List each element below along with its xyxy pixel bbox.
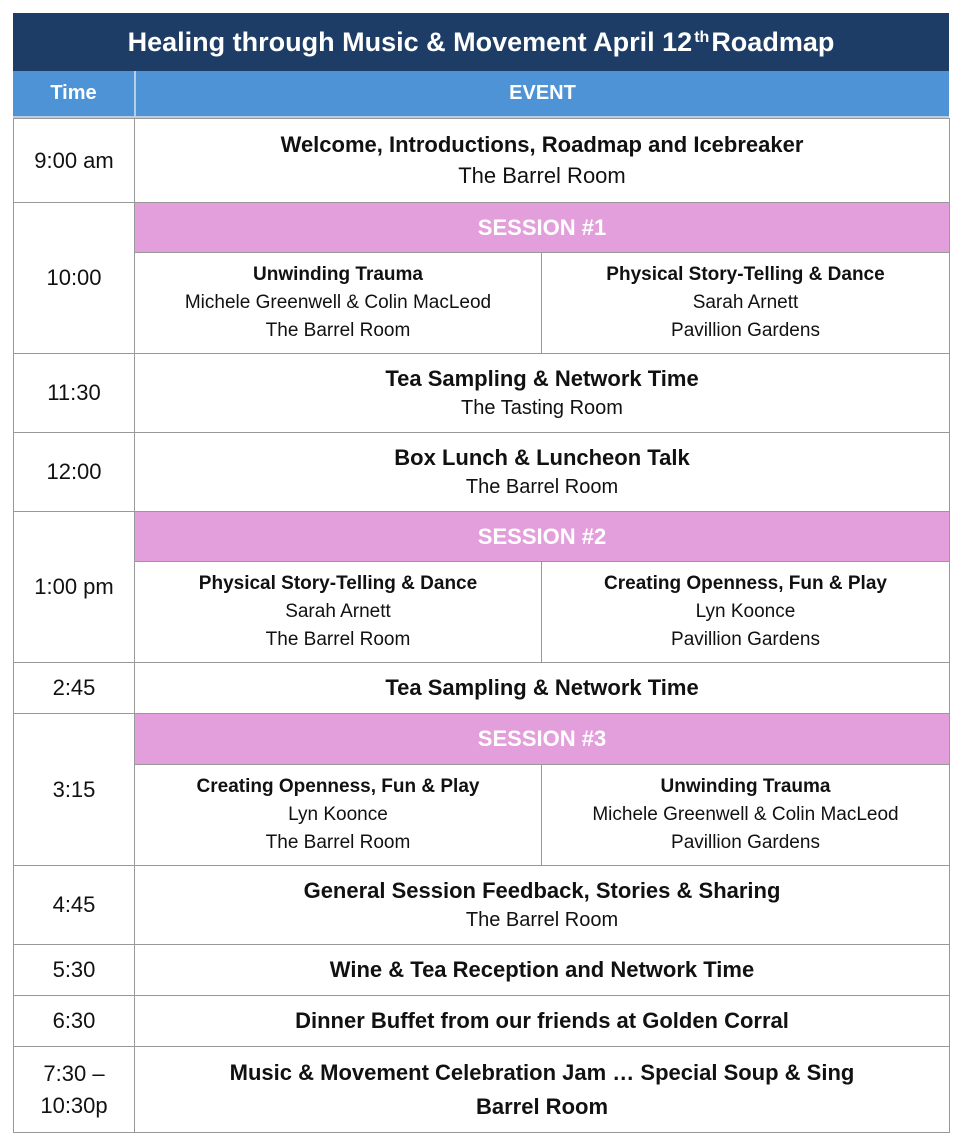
event-title: General Session Feedback, Stories & Sharing — [303, 878, 781, 903]
header-time: Time — [13, 71, 136, 116]
time-cell: 6:30 — [14, 996, 135, 1047]
event-cell — [135, 433, 950, 512]
session-location: The Barrel Room — [265, 629, 411, 650]
session-title: Unwinding Trauma — [660, 776, 831, 797]
table-row — [14, 866, 950, 945]
event-cell — [135, 663, 950, 714]
event-title: Dinner Buffet from our friends at Golden Corral — [295, 1008, 789, 1033]
table-row — [14, 354, 950, 433]
time-cell: 10:00 — [14, 203, 135, 354]
event-cell — [135, 119, 950, 203]
title-prefix: Healing through Music & Movement April 12 — [127, 26, 693, 57]
time-line-1: 7:30 – — [43, 1060, 105, 1086]
time-cell: 12:00 — [14, 433, 135, 512]
event-cell — [135, 354, 950, 433]
table-row — [14, 562, 950, 663]
event-location: The Barrel Room — [465, 476, 619, 498]
table-row — [14, 663, 950, 714]
session-presenter: Sarah Arnett — [692, 292, 799, 313]
event-title: Wine & Tea Reception and Network Time — [329, 957, 755, 982]
event-title: Box Lunch & Luncheon Talk — [394, 445, 690, 470]
session-label: SESSION #3 — [135, 714, 950, 765]
event-cell — [135, 945, 950, 996]
table-row — [14, 945, 950, 996]
table-row — [14, 512, 950, 562]
event-location: The Barrel Room — [465, 909, 619, 931]
event-cell — [135, 1047, 950, 1133]
time-cell: 11:30 — [14, 354, 135, 433]
table-row — [14, 996, 950, 1047]
session-title: Physical Story-Telling & Dance — [606, 264, 885, 285]
time-cell: 2:45 — [14, 663, 135, 714]
session-title: Physical Story-Telling & Dance — [198, 573, 478, 594]
table-row — [14, 765, 950, 866]
session-label: SESSION #2 — [135, 512, 950, 562]
table-header — [13, 71, 949, 118]
title-sup: th — [694, 29, 710, 46]
time-cell: 1:00 pm — [14, 512, 135, 663]
time-cell: 5:30 — [14, 945, 135, 996]
session-title: Creating Openness, Fun & Play — [604, 573, 887, 594]
table-row — [14, 253, 950, 354]
session-location: Pavillion Gardens — [671, 629, 820, 650]
title-suffix: Roadmap — [711, 26, 835, 57]
session-presenter: Michele Greenwell & Colin MacLeod — [184, 292, 492, 313]
time-cell: 3:15 — [14, 714, 135, 866]
table-row — [14, 203, 950, 253]
roadmap-page — [13, 13, 949, 1133]
event-title: Music & Movement Celebration Jam … Special Soup & Sing — [229, 1059, 855, 1085]
session-presenter: Sarah Arnett — [285, 601, 391, 622]
schedule-table — [13, 118, 950, 1133]
event-cell — [135, 996, 950, 1047]
table-row — [14, 714, 950, 765]
session-presenter: Michele Greenwell & Colin MacLeod — [592, 804, 899, 825]
session-right-cell — [542, 253, 950, 354]
time-cell: 4:45 — [14, 866, 135, 945]
session-presenter: Lyn Koonce — [288, 804, 388, 825]
session-location: The Barrel Room — [265, 320, 411, 341]
session-location: Pavillion Gardens — [671, 832, 820, 853]
header-event: EVENT — [509, 82, 576, 104]
session-left-cell — [135, 562, 542, 663]
session-label: SESSION #1 — [135, 203, 950, 253]
event-title: Tea Sampling & Network Time — [385, 675, 699, 700]
time-cell — [14, 1047, 135, 1133]
session-left-cell — [135, 765, 542, 866]
session-title: Unwinding Trauma — [253, 264, 423, 285]
event-title: Tea Sampling & Network Time — [385, 366, 699, 391]
event-location: The Tasting Room — [461, 397, 623, 419]
table-row — [14, 1047, 950, 1133]
session-right-cell — [542, 562, 950, 663]
session-right-cell — [542, 765, 950, 866]
session-location: Pavillion Gardens — [671, 320, 820, 341]
session-presenter: Lyn Koonce — [695, 601, 796, 622]
session-left-cell — [135, 253, 542, 354]
table-row — [14, 119, 950, 203]
table-row — [14, 433, 950, 512]
event-cell — [135, 866, 950, 945]
event-title: Welcome, Introductions, Roadmap and Icebreaker — [280, 131, 804, 157]
event-location: The Barrel Room — [458, 162, 626, 188]
event-location: Barrel Room — [475, 1093, 609, 1119]
time-line-2: 10:30p — [40, 1092, 108, 1118]
time-cell: 9:00 am — [14, 119, 135, 203]
session-title: Creating Openness, Fun & Play — [196, 776, 480, 797]
session-location: The Barrel Room — [265, 832, 411, 853]
page-title — [13, 13, 949, 71]
